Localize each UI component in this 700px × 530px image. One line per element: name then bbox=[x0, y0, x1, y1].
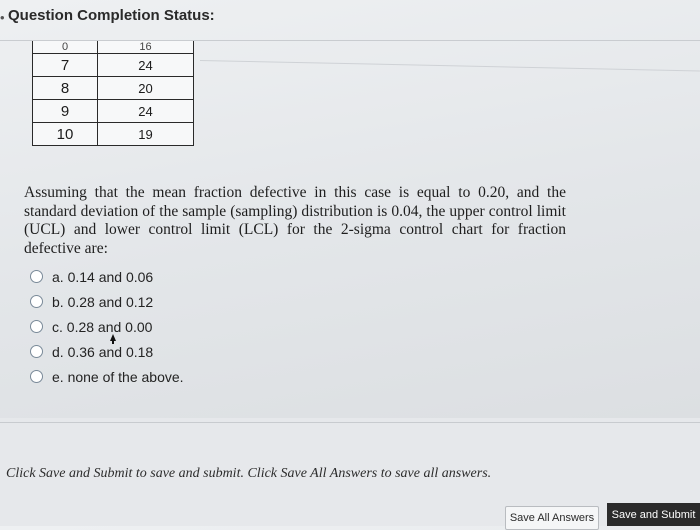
option-d[interactable] bbox=[30, 339, 184, 364]
table-cell-sample: 7 bbox=[33, 54, 98, 77]
answer-options bbox=[30, 264, 184, 389]
question-text: Assuming that the mean fraction defective in this case is equal to 0.20, and the standard deviation of the sample (sampling) distribution is 0.04, the upper control limit (UCL) and lower control limit (LCL) for the 2-sigma control chart for fraction defective are: bbox=[24, 184, 566, 257]
section-divider bbox=[200, 60, 700, 71]
table-cell-defects: 19 bbox=[98, 123, 194, 146]
radio-button[interactable] bbox=[30, 320, 43, 333]
table-cell-sample: 0 bbox=[33, 41, 98, 54]
table-row bbox=[33, 77, 194, 100]
status-header bbox=[0, 0, 700, 40]
radio-button[interactable] bbox=[30, 270, 43, 283]
option-c[interactable] bbox=[30, 314, 184, 339]
radio-button[interactable] bbox=[30, 345, 43, 358]
table-cell-defects: 16 bbox=[98, 41, 194, 54]
option-b[interactable] bbox=[30, 289, 184, 314]
table-row bbox=[33, 123, 194, 146]
collapse-arrow-icon[interactable]: • bbox=[0, 10, 5, 25]
table-row bbox=[33, 54, 194, 77]
table-cell-sample: 10 bbox=[33, 123, 98, 146]
option-e[interactable] bbox=[30, 364, 184, 389]
table-cell-sample: 9 bbox=[33, 100, 98, 123]
mouse-cursor-icon bbox=[110, 334, 116, 341]
completion-status-title: Question Completion Status: bbox=[8, 7, 215, 24]
radio-button[interactable] bbox=[30, 370, 43, 383]
option-label[interactable]: d. 0.36 and 0.18 bbox=[52, 343, 154, 360]
radio-button[interactable] bbox=[30, 295, 43, 308]
submit-instructions: Click Save and Submit to save and submit. Click Save All Answers to save all answers. bbox=[6, 466, 492, 481]
save-and-submit-button[interactable]: Save and Submit bbox=[607, 503, 700, 526]
table-cell-defects: 20 bbox=[98, 77, 194, 100]
table-row bbox=[33, 41, 194, 54]
option-label[interactable]: a. 0.14 and 0.06 bbox=[52, 268, 154, 285]
table-cell-sample: 8 bbox=[33, 77, 98, 100]
option-label[interactable]: b. 0.28 and 0.12 bbox=[52, 293, 154, 310]
table-row bbox=[33, 100, 194, 123]
submit-divider bbox=[0, 422, 700, 423]
option-label[interactable]: e. none of the above. bbox=[52, 368, 184, 385]
table-cell-defects: 24 bbox=[98, 100, 194, 123]
table-cell-defects: 24 bbox=[98, 54, 194, 77]
option-a[interactable] bbox=[30, 264, 184, 289]
save-all-answers-button[interactable]: Save All Answers bbox=[505, 506, 599, 530]
option-label[interactable]: c. 0.28 and 0.00 bbox=[52, 318, 153, 335]
sample-data-table bbox=[32, 41, 194, 146]
